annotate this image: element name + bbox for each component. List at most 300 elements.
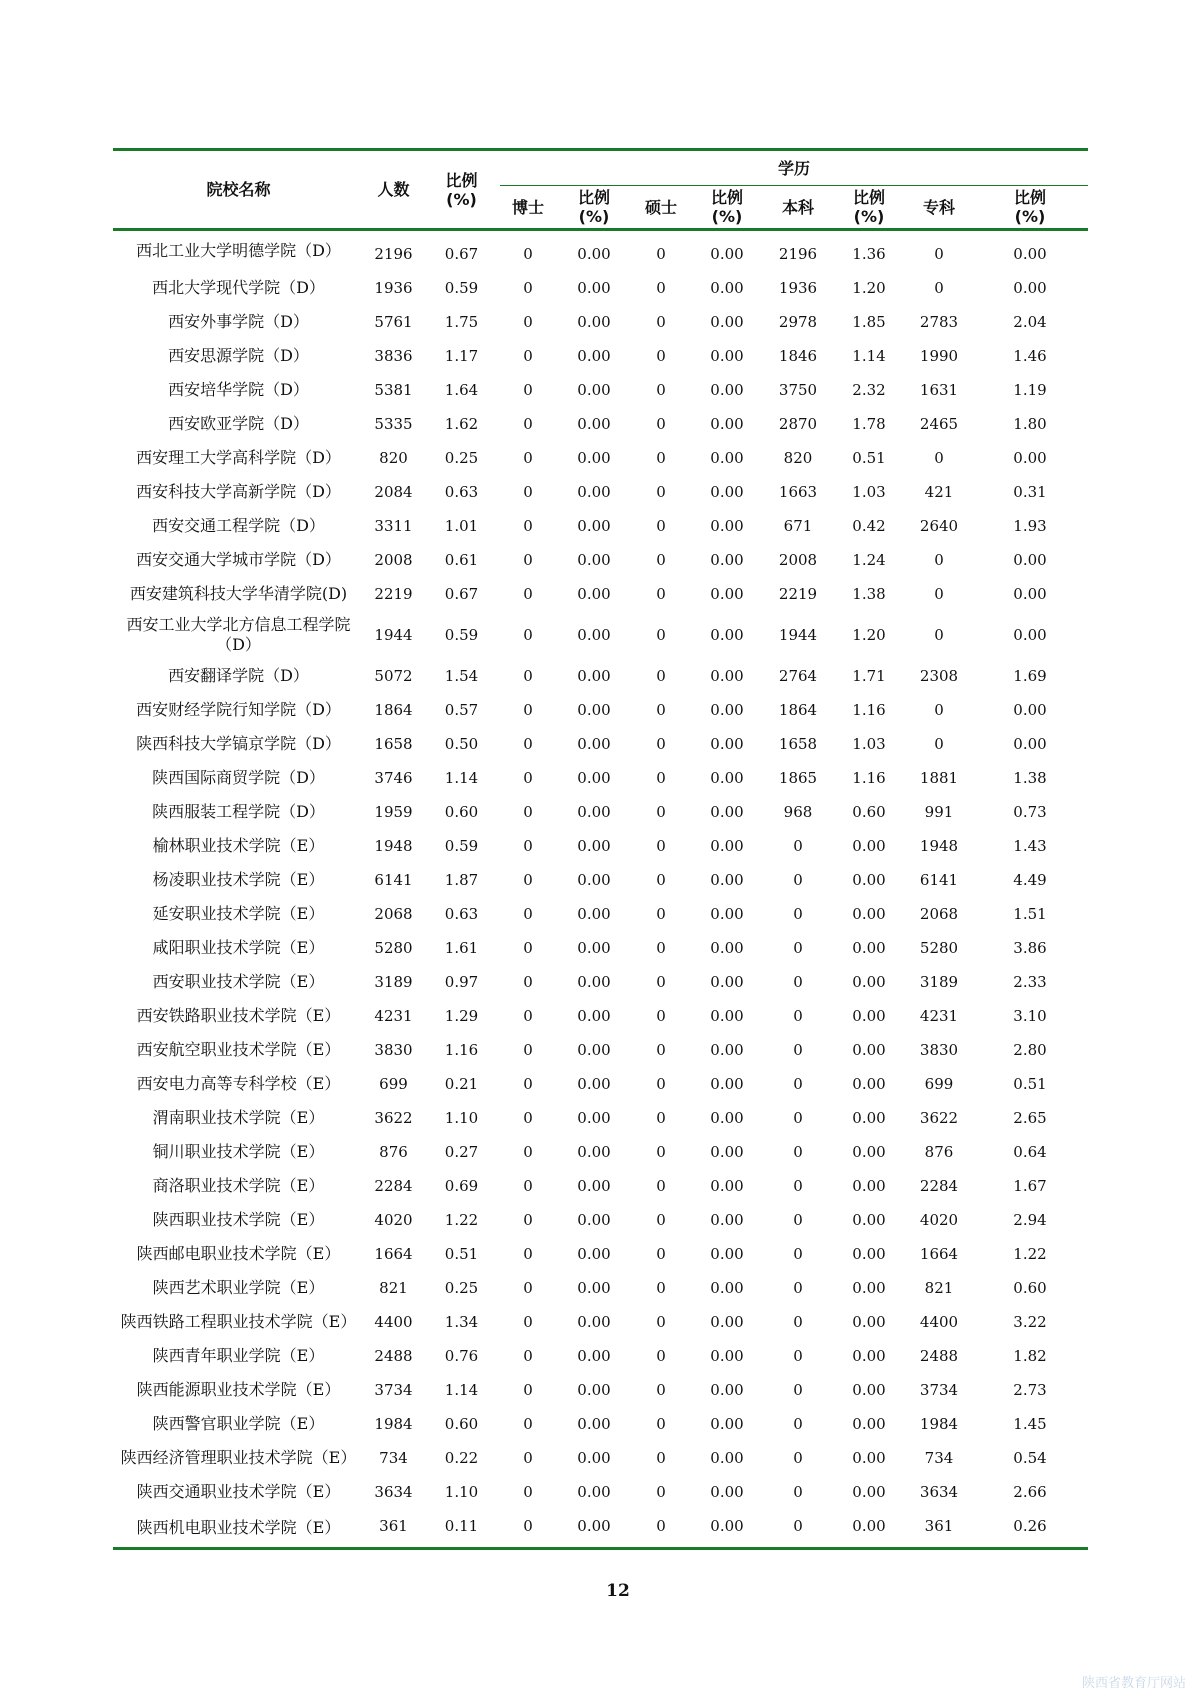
master-cell: 0 [632, 1509, 690, 1549]
header-sub-ratio-unit: (%) [711, 207, 743, 226]
table-body [113, 230, 1088, 1549]
school-name-cell: 陕西机电职业技术学院（E） [113, 1509, 364, 1549]
count-cell: 3634 [374, 1483, 413, 1501]
bachelor-ratio-cell: 1.20 [852, 626, 886, 644]
ratio-cell: 1.17 [444, 347, 479, 365]
bachelor-cell: 1846 [778, 347, 818, 365]
master-cell: 0 [656, 279, 666, 297]
bachelor-cell: 0 [764, 1509, 832, 1549]
doctor-ratio-cell: 0.00 [577, 1313, 611, 1331]
count-cell: 3734 [374, 1381, 413, 1399]
bachelor-ratio-cell: 0.00 [852, 1415, 886, 1433]
ratio-cell: 0.76 [444, 1347, 479, 1365]
ratio-cell: 1.10 [444, 1109, 479, 1127]
school-name-cell: 陕西科技大学镐京学院（D） [136, 734, 341, 753]
doctor-ratio-cell: 0.00 [577, 626, 611, 644]
doctor-cell: 0 [523, 1041, 533, 1059]
doctor-cell: 0 [523, 1143, 533, 1161]
doctor-cell: 0 [523, 313, 533, 331]
school-name-cell: 陕西经济管理职业技术学院（E） [120, 1448, 357, 1467]
ratio-cell: 0.67 [444, 585, 479, 603]
table-row [113, 1135, 1088, 1169]
table-row [113, 1373, 1088, 1407]
bachelor-cell: 0 [793, 1279, 803, 1297]
master-ratio-cell: 0.00 [710, 667, 744, 685]
associate-ratio-cell: 1.43 [1013, 837, 1047, 855]
doctor-cell: 0 [523, 1449, 533, 1467]
header-ratio-unit: (%) [446, 189, 477, 209]
table-row [113, 1475, 1088, 1509]
master-cell: 0 [656, 626, 666, 644]
doctor-ratio-cell: 0.00 [577, 449, 611, 467]
table-row [113, 305, 1088, 339]
header-master: 硕士 [632, 186, 690, 230]
master-ratio-cell: 0.00 [710, 381, 744, 399]
count-cell: 3746 [374, 769, 413, 787]
master-ratio-cell: 0.00 [710, 483, 744, 501]
bachelor-cell: 0 [793, 1245, 803, 1263]
header-bachelor-ratio [832, 186, 906, 230]
table-row [113, 897, 1088, 931]
bachelor-ratio-cell: 0.00 [832, 1509, 906, 1549]
ratio-cell: 1.75 [444, 313, 479, 331]
table-row [113, 441, 1088, 475]
table-row [113, 727, 1088, 761]
associate-cell: 0 [934, 449, 944, 467]
header-associate-ratio [972, 186, 1088, 230]
bachelor-cell: 0 [793, 905, 803, 923]
bachelor-ratio-cell: 0.00 [852, 1313, 886, 1331]
school-name-cell: 陕西铁路工程职业技术学院（E） [120, 1312, 357, 1331]
table-row [113, 543, 1088, 577]
master-ratio-cell: 0.00 [710, 626, 744, 644]
school-name-cell: 西安电力高等专科学校（E） [136, 1074, 341, 1093]
master-ratio-cell: 0.00 [710, 939, 744, 957]
school-name-cell: 西安建筑科技大学华清学院(D) [129, 584, 348, 603]
bachelor-cell: 0 [793, 1483, 803, 1501]
count-cell: 4400 [374, 1313, 413, 1331]
employment-table [113, 148, 1088, 1550]
bachelor-cell: 0 [793, 1143, 803, 1161]
associate-ratio-cell: 3.22 [1013, 1313, 1047, 1331]
associate-ratio-cell: 3.10 [1013, 1007, 1047, 1025]
associate-cell: 3634 [919, 1483, 959, 1501]
associate-cell: 821 [924, 1279, 954, 1297]
school-name-cell: 陕西交通职业技术学院（E） [136, 1482, 341, 1501]
associate-ratio-cell: 1.38 [1013, 769, 1047, 787]
doctor-cell: 0 [523, 626, 533, 644]
table-row [113, 829, 1088, 863]
ratio-cell: 1.29 [444, 1007, 479, 1025]
doctor-ratio-cell: 0.00 [577, 1449, 611, 1467]
bachelor-ratio-cell: 0.00 [852, 871, 886, 889]
doctor-ratio-cell: 0.00 [577, 381, 611, 399]
associate-cell: 4400 [919, 1313, 959, 1331]
school-name-cell: 铜川职业技术学院（E） [152, 1142, 325, 1161]
associate-ratio-cell: 0.54 [1013, 1449, 1047, 1467]
school-name-cell: 渭南职业技术学院（E） [152, 1108, 325, 1127]
table-row [113, 1339, 1088, 1373]
bachelor-ratio-cell: 0.00 [852, 1143, 886, 1161]
master-cell: 0 [656, 245, 666, 263]
ratio-cell: 1.64 [444, 381, 479, 399]
ratio-cell: 0.63 [444, 905, 479, 923]
header-sub-ratio-label: 比例 [577, 188, 610, 207]
bachelor-cell: 0 [793, 1177, 803, 1195]
associate-ratio-cell: 0.00 [1013, 626, 1047, 644]
count-cell: 5072 [374, 667, 413, 685]
count-cell: 4231 [374, 1007, 413, 1025]
doctor-cell: 0 [523, 1007, 533, 1025]
master-ratio-cell: 0.00 [710, 313, 744, 331]
associate-cell: 1984 [919, 1415, 959, 1433]
ratio-cell: 1.10 [444, 1483, 479, 1501]
table-row [113, 1509, 1088, 1549]
bachelor-cell: 2870 [778, 415, 818, 433]
ratio-cell: 1.61 [444, 939, 479, 957]
bachelor-ratio-cell: 1.20 [852, 279, 886, 297]
count-cell: 821 [379, 1279, 408, 1297]
bachelor-ratio-cell: 1.78 [852, 415, 886, 433]
table-row [113, 1203, 1088, 1237]
ratio-cell: 0.59 [444, 626, 479, 644]
associate-cell: 0 [934, 551, 944, 569]
ratio-cell: 1.22 [444, 1211, 479, 1229]
doctor-ratio-cell: 0.00 [577, 667, 611, 685]
bachelor-cell: 3750 [778, 381, 818, 399]
associate-cell: 0 [934, 701, 944, 719]
ratio-cell: 1.62 [444, 415, 479, 433]
ratio-cell: 0.27 [444, 1143, 479, 1161]
school-name-cell: 咸阳职业技术学院（E） [152, 938, 325, 957]
master-cell: 0 [656, 905, 666, 923]
master-ratio-cell: 0.00 [710, 1177, 744, 1195]
doctor-ratio-cell: 0.00 [577, 1109, 611, 1127]
site-watermark: 陕西省教育厅网站 [1081, 1676, 1186, 1691]
bachelor-cell: 1936 [778, 279, 818, 297]
master-cell: 0 [656, 973, 666, 991]
master-cell: 0 [656, 313, 666, 331]
master-ratio-cell: 0.00 [710, 279, 744, 297]
table-row [113, 577, 1088, 611]
doctor-ratio-cell: 0.00 [577, 1381, 611, 1399]
bachelor-ratio-cell: 0.00 [852, 1449, 886, 1467]
master-cell: 0 [656, 517, 666, 535]
doctor-ratio-cell: 0.00 [577, 1041, 611, 1059]
associate-ratio-cell: 1.80 [1013, 415, 1047, 433]
associate-cell: 1631 [919, 381, 959, 399]
school-name-cell: 陕西艺术职业学院（E） [152, 1278, 325, 1297]
associate-cell: 0 [934, 626, 944, 644]
associate-cell: 3734 [919, 1381, 959, 1399]
bachelor-ratio-cell: 0.00 [852, 837, 886, 855]
ratio-cell: 0.51 [444, 1245, 479, 1263]
table-row [113, 1067, 1088, 1101]
doctor-ratio-cell: 0.00 [577, 245, 611, 263]
doctor-ratio-cell: 0.00 [577, 1143, 611, 1161]
count-cell: 734 [379, 1449, 408, 1467]
associate-cell: 3622 [919, 1109, 959, 1127]
table-row [113, 407, 1088, 441]
associate-ratio-cell: 0.00 [1013, 245, 1047, 263]
header-sub-ratio-unit: (%) [1014, 207, 1046, 226]
master-cell: 0 [656, 1211, 666, 1229]
doctor-cell: 0 [523, 871, 533, 889]
bachelor-ratio-cell: 0.00 [852, 1347, 886, 1365]
doctor-ratio-cell: 0.00 [556, 1509, 632, 1549]
ratio-cell: 0.57 [444, 701, 479, 719]
bachelor-cell: 0 [793, 1347, 803, 1365]
master-ratio-cell: 0.00 [710, 1143, 744, 1161]
associate-ratio-cell: 0.00 [1013, 551, 1047, 569]
master-ratio-cell: 0.00 [710, 1449, 744, 1467]
bachelor-cell: 0 [793, 1007, 803, 1025]
bachelor-ratio-cell: 1.24 [852, 551, 886, 569]
doctor-cell: 0 [523, 973, 533, 991]
school-name-cell: 西安理工大学高科学院（D） [136, 448, 341, 467]
master-cell: 0 [656, 1313, 666, 1331]
header-master-ratio [690, 186, 764, 230]
associate-cell: 734 [924, 1449, 954, 1467]
table-row [113, 931, 1088, 965]
count-cell: 1959 [374, 803, 413, 821]
count-cell: 2008 [374, 551, 413, 569]
master-ratio-cell: 0.00 [710, 871, 744, 889]
bachelor-ratio-cell: 0.00 [852, 1245, 886, 1263]
associate-ratio-cell: 3.86 [1013, 939, 1047, 957]
bachelor-cell: 0 [793, 939, 803, 957]
count-cell: 3622 [374, 1109, 413, 1127]
doctor-ratio-cell: 0.00 [577, 871, 611, 889]
master-ratio-cell: 0.00 [710, 1415, 744, 1433]
associate-cell: 2308 [919, 667, 959, 685]
bachelor-ratio-cell: 0.00 [852, 1075, 886, 1093]
master-cell: 0 [656, 1347, 666, 1365]
bachelor-cell: 1865 [778, 769, 818, 787]
associate-ratio-cell: 0.31 [1013, 483, 1047, 501]
associate-cell: 876 [924, 1143, 954, 1161]
master-cell: 0 [656, 415, 666, 433]
doctor-ratio-cell: 0.00 [577, 279, 611, 297]
school-name-cell: 西北大学现代学院（D） [152, 278, 325, 297]
school-name-cell: 西安工业大学北方信息工程学院（D） [126, 615, 351, 654]
table-row [113, 965, 1088, 999]
bachelor-ratio-cell: 1.36 [852, 245, 886, 263]
associate-ratio-cell: 2.94 [1013, 1211, 1047, 1229]
associate-ratio-cell: 1.22 [1013, 1245, 1047, 1263]
ratio-cell: 1.87 [444, 871, 479, 889]
master-ratio-cell: 0.00 [710, 1279, 744, 1297]
count-cell: 2196 [374, 245, 413, 263]
associate-cell: 991 [924, 803, 954, 821]
master-cell: 0 [656, 1177, 666, 1195]
master-ratio-cell: 0.00 [710, 701, 744, 719]
count-cell: 699 [379, 1075, 408, 1093]
bachelor-cell: 820 [783, 449, 813, 467]
school-name-cell: 陕西职业技术学院（E） [152, 1210, 325, 1229]
associate-ratio-cell: 2.33 [1013, 973, 1047, 991]
master-cell: 0 [656, 939, 666, 957]
header-education: 学历 [500, 150, 1088, 186]
school-name-cell: 杨凌职业技术学院（E） [152, 870, 325, 889]
associate-cell: 1990 [919, 347, 959, 365]
header-doctor: 博士 [500, 186, 556, 230]
doctor-ratio-cell: 0.00 [577, 1279, 611, 1297]
bachelor-cell: 2196 [778, 245, 818, 263]
master-cell: 0 [656, 1483, 666, 1501]
table-row [113, 475, 1088, 509]
school-name-cell: 西安铁路职业技术学院（E） [136, 1006, 341, 1025]
header-ratio [423, 150, 500, 230]
table-row [113, 693, 1088, 727]
doctor-ratio-cell: 0.00 [577, 1075, 611, 1093]
associate-cell: 1664 [919, 1245, 959, 1263]
school-name-cell: 榆林职业技术学院（E） [152, 836, 325, 855]
table-row [113, 761, 1088, 795]
school-name-cell: 陕西警官职业学院（E） [152, 1414, 325, 1433]
school-name-cell: 西安翻译学院（D） [168, 666, 309, 685]
count-cell: 2284 [374, 1177, 413, 1195]
associate-cell: 2465 [919, 415, 959, 433]
doctor-ratio-cell: 0.00 [577, 313, 611, 331]
master-ratio-cell: 0.00 [710, 1075, 744, 1093]
header-sub-ratio-unit: (%) [853, 207, 885, 226]
count-cell: 3830 [374, 1041, 413, 1059]
master-cell: 0 [656, 701, 666, 719]
doctor-cell: 0 [523, 1245, 533, 1263]
header-ratio-label: 比例 [445, 170, 478, 190]
count-cell: 1944 [374, 626, 413, 644]
bachelor-cell: 671 [783, 517, 813, 535]
school-name-cell: 西安交通大学城市学院（D） [136, 550, 341, 569]
bachelor-cell: 0 [793, 1109, 803, 1127]
school-name-cell: 西安科技大学高新学院（D） [136, 482, 341, 501]
doctor-cell: 0 [523, 449, 533, 467]
doctor-cell: 0 [523, 803, 533, 821]
school-name-cell: 西安思源学院（D） [168, 346, 309, 365]
doctor-ratio-cell: 0.00 [577, 837, 611, 855]
master-ratio-cell: 0.00 [710, 837, 744, 855]
ratio-cell: 0.69 [444, 1177, 479, 1195]
bachelor-ratio-cell: 1.14 [852, 347, 886, 365]
bachelor-cell: 1864 [778, 701, 818, 719]
master-ratio-cell: 0.00 [710, 973, 744, 991]
master-ratio-cell: 0.00 [710, 1041, 744, 1059]
master-ratio-cell: 0.00 [690, 1509, 764, 1549]
table-row [113, 863, 1088, 897]
doctor-ratio-cell: 0.00 [577, 415, 611, 433]
school-name-cell: 西北工业大学明德学院（D） [136, 241, 341, 260]
doctor-cell: 0 [523, 939, 533, 957]
bachelor-cell: 0 [793, 837, 803, 855]
ratio-cell: 0.25 [444, 1279, 479, 1297]
doctor-ratio-cell: 0.00 [577, 1483, 611, 1501]
master-cell: 0 [656, 735, 666, 753]
associate-cell: 2068 [919, 905, 959, 923]
associate-ratio-cell: 0.00 [1013, 449, 1047, 467]
doctor-cell: 0 [523, 1279, 533, 1297]
table-row [113, 1407, 1088, 1441]
count-cell: 3836 [374, 347, 413, 365]
associate-cell: 699 [924, 1075, 954, 1093]
doctor-ratio-cell: 0.00 [577, 1211, 611, 1229]
ratio-cell: 1.54 [444, 667, 479, 685]
count-cell: 1664 [374, 1245, 413, 1263]
bachelor-ratio-cell: 0.00 [852, 1007, 886, 1025]
ratio-cell: 0.60 [444, 1415, 479, 1433]
count-cell: 4020 [374, 1211, 413, 1229]
associate-ratio-cell: 2.80 [1013, 1041, 1047, 1059]
bachelor-cell: 0 [793, 1075, 803, 1093]
associate-ratio-cell: 0.60 [1013, 1279, 1047, 1297]
associate-ratio-cell: 1.46 [1013, 347, 1047, 365]
associate-cell: 4231 [919, 1007, 959, 1025]
doctor-cell: 0 [523, 1347, 533, 1365]
school-name-cell: 西安培华学院（D） [168, 380, 309, 399]
doctor-ratio-cell: 0.00 [577, 585, 611, 603]
master-cell: 0 [656, 803, 666, 821]
master-cell: 0 [656, 1381, 666, 1399]
doctor-cell: 0 [523, 1075, 533, 1093]
bachelor-cell: 0 [793, 1449, 803, 1467]
associate-cell: 2488 [919, 1347, 959, 1365]
bachelor-cell: 0 [793, 973, 803, 991]
count-cell: 5381 [374, 381, 413, 399]
table-row [113, 1441, 1088, 1475]
bachelor-ratio-cell: 0.51 [852, 449, 886, 467]
ratio-cell: 0.21 [444, 1075, 479, 1093]
count-cell: 1864 [374, 701, 413, 719]
bachelor-cell: 0 [793, 1041, 803, 1059]
bachelor-ratio-cell: 0.00 [852, 1483, 886, 1501]
header-sub-ratio-label: 比例 [1014, 188, 1047, 207]
master-ratio-cell: 0.00 [710, 1109, 744, 1127]
table-row [113, 1237, 1088, 1271]
doctor-ratio-cell: 0.00 [577, 1245, 611, 1263]
header-doctor-ratio [556, 186, 632, 230]
ratio-cell: 0.25 [444, 449, 479, 467]
doctor-cell: 0 [523, 769, 533, 787]
bachelor-ratio-cell: 0.00 [852, 1041, 886, 1059]
ratio-cell: 0.59 [444, 279, 479, 297]
count-cell: 5335 [374, 415, 413, 433]
doctor-cell: 0 [523, 585, 533, 603]
header-school-name: 院校名称 [113, 150, 364, 230]
school-name-cell: 陕西邮电职业技术学院（E） [136, 1244, 341, 1263]
associate-cell: 2783 [919, 313, 959, 331]
count-cell: 1984 [374, 1415, 413, 1433]
associate-ratio-cell: 0.00 [1013, 701, 1047, 719]
doctor-cell: 0 [523, 279, 533, 297]
master-ratio-cell: 0.00 [710, 1245, 744, 1263]
header-sub-ratio-label: 比例 [852, 188, 885, 207]
master-cell: 0 [656, 585, 666, 603]
table-row [113, 373, 1088, 407]
master-cell: 0 [656, 1007, 666, 1025]
school-name-cell: 西安财经学院行知学院（D） [136, 700, 341, 719]
master-ratio-cell: 0.00 [710, 905, 744, 923]
doctor-cell: 0 [523, 245, 533, 263]
ratio-cell: 0.63 [444, 483, 479, 501]
associate-ratio-cell: 1.69 [1013, 667, 1047, 685]
count-cell: 1658 [374, 735, 413, 753]
bachelor-ratio-cell: 1.03 [852, 735, 886, 753]
table-row [113, 1033, 1088, 1067]
table-row [113, 1271, 1088, 1305]
master-ratio-cell: 0.00 [710, 449, 744, 467]
ratio-cell: 0.50 [444, 735, 479, 753]
table-row [113, 1305, 1088, 1339]
